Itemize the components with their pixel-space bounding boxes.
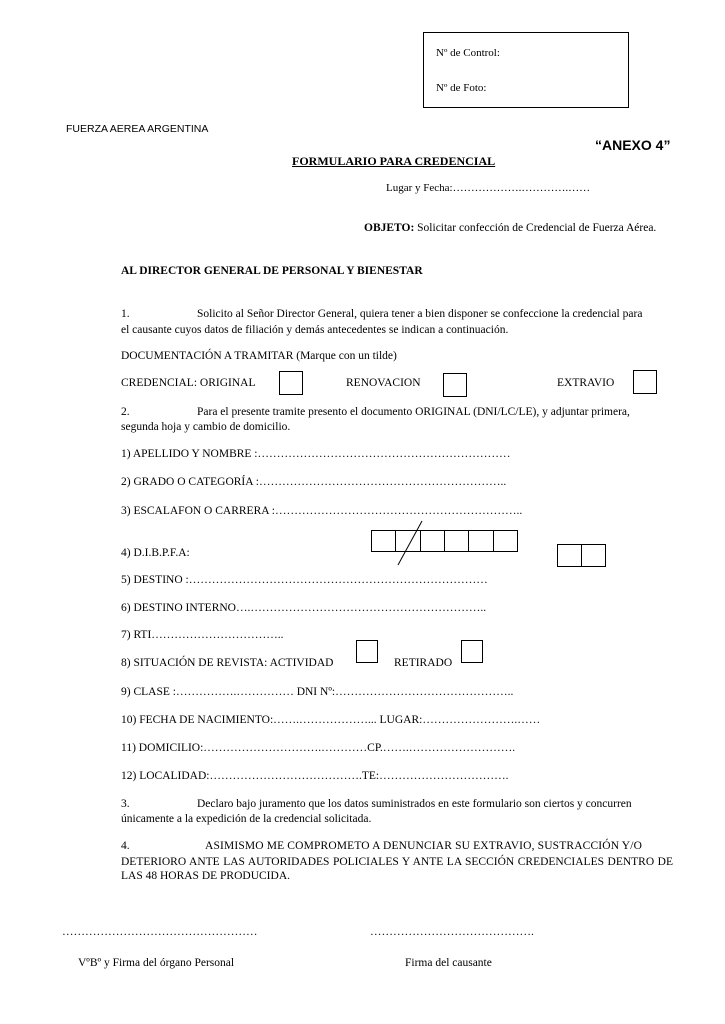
dibpfa-box[interactable] <box>469 531 493 551</box>
status-retired-checkbox[interactable] <box>461 640 483 663</box>
field-status-retired-label: RETIRADO <box>394 657 453 669</box>
photo-number-field[interactable]: Nº de Foto: <box>436 82 487 94</box>
paragraph-3 <box>121 798 673 827</box>
paragraph-1-text-cont: el causante cuyos datos de filiación y demás antecedentes se indican a continuación. <box>121 323 509 336</box>
option-renewal-label: RENOVACION <box>346 377 421 389</box>
signature-left-line[interactable]: …………………………………………… <box>62 926 258 938</box>
dibpfa-check-box[interactable] <box>582 545 605 566</box>
object-label: OBJETO: <box>364 222 415 234</box>
organization-name: FUERZA AEREA ARGENTINA <box>66 123 209 135</box>
signature-right-line[interactable]: ……………………………………. <box>370 926 534 938</box>
paragraph-3-text-cont: únicamente a la expedición de la credencial solicitada. <box>121 812 372 825</box>
field-class-dni[interactable]: 9) CLASE :…………….…………… DNI Nº:……………………………………….. <box>121 686 514 698</box>
signature-left-label: VºBº y Firma del órgano Personal <box>78 957 235 969</box>
paragraph-2-text: Para el presente tramite presento el documento ORIGINAL (DNI/LC/LE), y adjuntar primera, <box>197 406 630 418</box>
paragraph-4 <box>121 840 673 854</box>
control-number-field[interactable]: Nº de Control: <box>436 47 500 59</box>
field-internal-destination[interactable]: 6) DESTINO INTERNO….…………………………………………………….. <box>121 602 487 614</box>
paragraph-2 <box>121 406 673 435</box>
field-dibpfa-label: 4) D.I.B.P.F.A: <box>121 547 190 559</box>
object-line <box>364 222 656 236</box>
paragraph-4-number: 4. <box>121 840 130 852</box>
dibpfa-box[interactable] <box>445 531 469 551</box>
dibpfa-check-box[interactable] <box>558 545 582 566</box>
documentation-heading: DOCUMENTACIÓN A TRAMITAR (Marque con un tilde) <box>121 350 397 362</box>
field-rank[interactable]: 2) GRADO O CATEGORÍA :……………………………………………………….. <box>121 476 507 488</box>
field-branch[interactable]: 3) ESCALAFON O CARRERA :……………………………………………………….. <box>121 505 523 517</box>
dibpfa-check-boxes <box>557 544 606 567</box>
field-locality[interactable]: 12) LOCALIDAD:………………………………….TE:……………………………. <box>121 770 509 782</box>
option-lost-label: EXTRAVIO <box>557 377 615 389</box>
option-original-label: CREDENCIAL: ORIGINAL <box>121 377 256 389</box>
control-box <box>423 32 629 108</box>
field-destination[interactable]: 5) DESTINO :…………………………………………………………………… <box>121 574 488 586</box>
paragraph-4-text-cont: DETERIORO ANTE LAS AUTORIDADES POLICIALES Y ANTE LA SECCIÓN CREDENCIALES DENTRO DE LAS 48 HORAS DE PRODUCIDA. <box>121 856 673 883</box>
option-lost-checkbox[interactable] <box>633 370 657 394</box>
dibpfa-slash <box>390 518 430 568</box>
paragraph-1 <box>121 308 673 338</box>
field-address[interactable]: 11) DOMICILIO:………………………….…………CP.…….………………………. <box>121 742 516 754</box>
paragraph-2-number: 2. <box>121 406 130 418</box>
field-surname[interactable]: 1) APELLIDO Y NOMBRE :………………………………………………………… <box>121 448 511 460</box>
paragraph-2-text-cont: segunda hoja y cambio de domicilio. <box>121 420 291 433</box>
paragraph-3-number: 3. <box>121 798 130 810</box>
form-title: FORMULARIO PARA CREDENCIAL <box>292 154 496 168</box>
paragraph-1-text: Solicito al Señor Director General, quiera tener a bien disponer se confeccione la credencial para <box>197 308 643 320</box>
place-date-field[interactable]: Lugar y Fecha:……………….………….…… <box>386 182 591 194</box>
object-text: Solicitar confección de Credencial de Fuerza Aérea. <box>414 222 657 234</box>
status-active-checkbox[interactable] <box>356 640 378 663</box>
annex-label: “ANEXO 4” <box>595 137 671 153</box>
option-original-checkbox[interactable] <box>279 371 303 395</box>
option-renewal-checkbox[interactable] <box>443 373 467 397</box>
field-rti[interactable]: 7) RTI…………………………….. <box>121 629 284 641</box>
field-status-label: 8) SITUACIÓN DE REVISTA: ACTIVIDAD <box>121 657 334 669</box>
paragraph-1-number: 1. <box>121 308 130 320</box>
signature-right-label: Firma del causante <box>405 957 492 969</box>
field-birth[interactable]: 10) FECHA DE NACIMIENTO:…….………………... LUGAR:…………………….…… <box>121 714 541 726</box>
paragraph-3-text: Declaro bajo juramento que los datos suministrados en este formulario son ciertos y concurren <box>197 798 632 810</box>
paragraph-4-text: ASIMISMO ME COMPROMETO A DENUNCIAR SU EXTRAVIO, SUSTRACCIÓN Y/O <box>205 840 643 852</box>
addressee: AL DIRECTOR GENERAL DE PERSONAL Y BIENESTAR <box>121 265 423 277</box>
dibpfa-box[interactable] <box>494 531 517 551</box>
